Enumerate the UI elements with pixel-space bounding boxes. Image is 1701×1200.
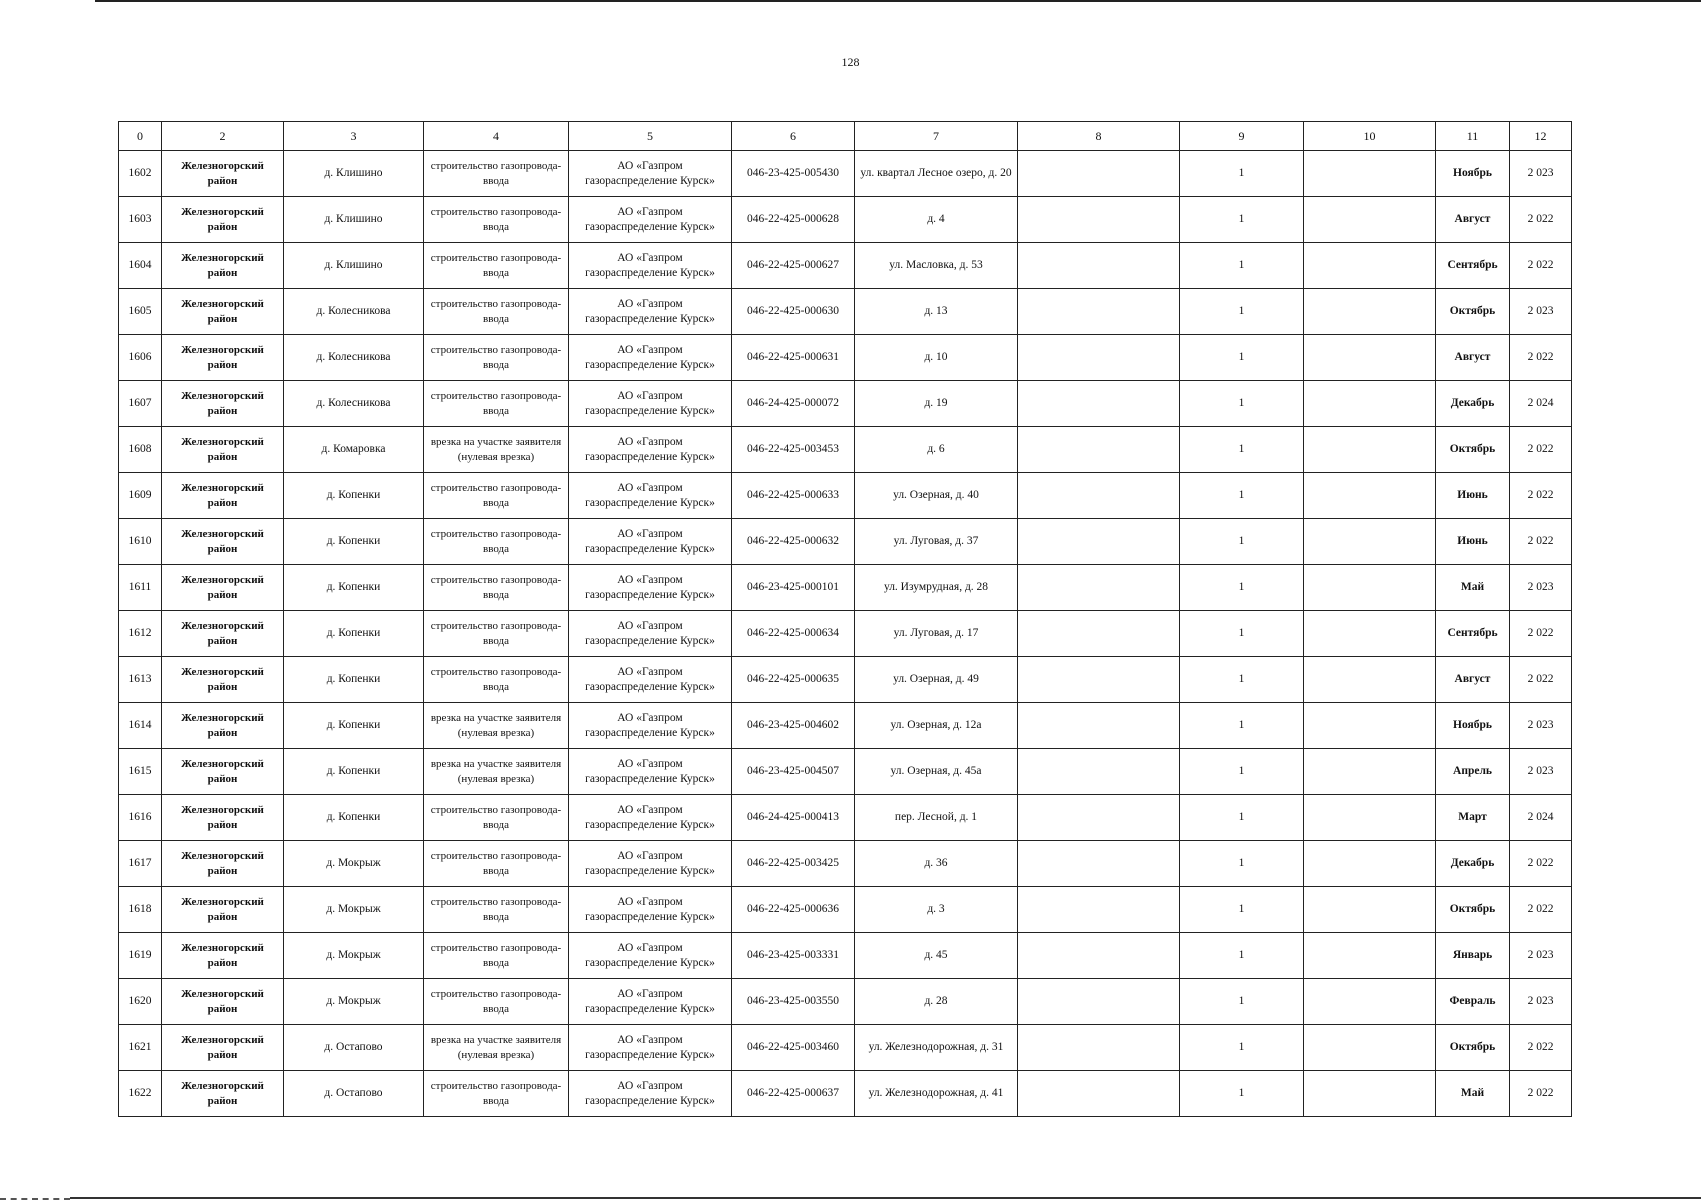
column-10-cell — [1304, 887, 1436, 933]
header-row — [119, 122, 1572, 151]
district-cell: Железногорский район — [162, 887, 284, 933]
column-header: 9 — [1180, 122, 1304, 151]
locality-cell: д. Копенки — [284, 657, 424, 703]
work-type-cell: строительство газопровода-ввода — [424, 887, 569, 933]
month-cell: Апрель — [1436, 749, 1510, 795]
month-cell: Октябрь — [1436, 887, 1510, 933]
locality-cell: д. Копенки — [284, 749, 424, 795]
column-header: 5 — [569, 122, 732, 151]
locality-cell: д. Клишино — [284, 151, 424, 197]
quantity-cell: 1 — [1180, 703, 1304, 749]
table-row — [119, 657, 1572, 703]
address-cell: ул. Изумрудная, д. 28 — [855, 565, 1018, 611]
locality-cell: д. Мокрыж — [284, 933, 424, 979]
locality-cell: д. Клишино — [284, 243, 424, 289]
district-cell: Железногорский район — [162, 473, 284, 519]
locality-cell: д. Остапово — [284, 1025, 424, 1071]
row-number: 1617 — [119, 841, 162, 887]
work-type-cell: врезка на участке заявителя (нулевая врезка) — [424, 1025, 569, 1071]
code-cell: 046-22-425-003453 — [732, 427, 855, 473]
organization-cell: АО «Газпром газораспределение Курск» — [569, 151, 732, 197]
locality-cell: д. Клишино — [284, 197, 424, 243]
column-8-cell — [1018, 795, 1180, 841]
quantity-cell: 1 — [1180, 841, 1304, 887]
address-cell: д. 4 — [855, 197, 1018, 243]
quantity-cell: 1 — [1180, 473, 1304, 519]
district-cell: Железногорский район — [162, 749, 284, 795]
column-10-cell — [1304, 749, 1436, 795]
quantity-cell: 1 — [1180, 197, 1304, 243]
table-row — [119, 519, 1572, 565]
column-10-cell — [1304, 473, 1436, 519]
column-10-cell — [1304, 427, 1436, 473]
locality-cell: д. Копенки — [284, 703, 424, 749]
district-cell: Железногорский район — [162, 151, 284, 197]
organization-cell: АО «Газпром газораспределение Курск» — [569, 565, 732, 611]
code-cell: 046-22-425-003425 — [732, 841, 855, 887]
quantity-cell: 1 — [1180, 933, 1304, 979]
work-type-cell: строительство газопровода-ввода — [424, 657, 569, 703]
column-8-cell — [1018, 197, 1180, 243]
district-cell: Железногорский район — [162, 243, 284, 289]
year-cell: 2 022 — [1510, 427, 1572, 473]
row-number: 1611 — [119, 565, 162, 611]
data-table — [118, 121, 1572, 1117]
month-cell: Октябрь — [1436, 1025, 1510, 1071]
locality-cell: д. Остапово — [284, 1071, 424, 1117]
top-rule — [95, 0, 1701, 2]
column-8-cell — [1018, 243, 1180, 289]
row-number: 1608 — [119, 427, 162, 473]
year-cell: 2 022 — [1510, 841, 1572, 887]
table-row — [119, 841, 1572, 887]
year-cell: 2 023 — [1510, 289, 1572, 335]
locality-cell: д. Мокрыж — [284, 887, 424, 933]
column-8-cell — [1018, 565, 1180, 611]
year-cell: 2 023 — [1510, 749, 1572, 795]
district-cell: Железногорский район — [162, 197, 284, 243]
code-cell: 046-22-425-000631 — [732, 335, 855, 381]
work-type-cell: врезка на участке заявителя (нулевая врезка) — [424, 749, 569, 795]
month-cell: Сентябрь — [1436, 611, 1510, 657]
month-cell: Январь — [1436, 933, 1510, 979]
year-cell: 2 023 — [1510, 151, 1572, 197]
work-type-cell: строительство газопровода-ввода — [424, 197, 569, 243]
column-header: 11 — [1436, 122, 1510, 151]
locality-cell: д. Копенки — [284, 565, 424, 611]
row-number: 1613 — [119, 657, 162, 703]
column-header: 12 — [1510, 122, 1572, 151]
column-10-cell — [1304, 1071, 1436, 1117]
row-number: 1609 — [119, 473, 162, 519]
address-cell: ул. Железнодорожная, д. 31 — [855, 1025, 1018, 1071]
column-8-cell — [1018, 473, 1180, 519]
column-8-cell — [1018, 1025, 1180, 1071]
column-header: 7 — [855, 122, 1018, 151]
column-10-cell — [1304, 335, 1436, 381]
locality-cell: д. Колесникова — [284, 289, 424, 335]
column-8-cell — [1018, 1071, 1180, 1117]
month-cell: Май — [1436, 565, 1510, 611]
month-cell: Март — [1436, 795, 1510, 841]
locality-cell: д. Мокрыж — [284, 979, 424, 1025]
column-10-cell — [1304, 565, 1436, 611]
district-cell: Железногорский район — [162, 611, 284, 657]
table-row — [119, 611, 1572, 657]
district-cell: Железногорский район — [162, 427, 284, 473]
year-cell: 2 024 — [1510, 795, 1572, 841]
code-cell: 046-23-425-003331 — [732, 933, 855, 979]
row-number: 1614 — [119, 703, 162, 749]
column-8-cell — [1018, 887, 1180, 933]
address-cell: ул. квартал Лесное озеро, д. 20 — [855, 151, 1018, 197]
work-type-cell: строительство газопровода-ввода — [424, 933, 569, 979]
table-row — [119, 243, 1572, 289]
year-cell: 2 022 — [1510, 1025, 1572, 1071]
table-header — [119, 122, 1572, 151]
column-10-cell — [1304, 657, 1436, 703]
page-number: 128 — [841, 55, 860, 69]
organization-cell: АО «Газпром газораспределение Курск» — [569, 519, 732, 565]
row-number: 1603 — [119, 197, 162, 243]
year-cell: 2 022 — [1510, 887, 1572, 933]
organization-cell: АО «Газпром газораспределение Курск» — [569, 335, 732, 381]
code-cell: 046-22-425-000634 — [732, 611, 855, 657]
work-type-cell: строительство газопровода-ввода — [424, 289, 569, 335]
column-header: 4 — [424, 122, 569, 151]
column-10-cell — [1304, 381, 1436, 427]
row-number: 1605 — [119, 289, 162, 335]
year-cell: 2 022 — [1510, 1071, 1572, 1117]
address-cell: д. 10 — [855, 335, 1018, 381]
column-header: 2 — [162, 122, 284, 151]
year-cell: 2 022 — [1510, 473, 1572, 519]
code-cell: 046-22-425-000636 — [732, 887, 855, 933]
month-cell: Ноябрь — [1436, 703, 1510, 749]
district-cell: Железногорский район — [162, 565, 284, 611]
year-cell: 2 022 — [1510, 611, 1572, 657]
column-10-cell — [1304, 933, 1436, 979]
row-number: 1615 — [119, 749, 162, 795]
column-8-cell — [1018, 427, 1180, 473]
code-cell: 046-24-425-000072 — [732, 381, 855, 427]
column-8-cell — [1018, 151, 1180, 197]
district-cell: Железногорский район — [162, 1071, 284, 1117]
address-cell: ул. Железнодорожная, д. 41 — [855, 1071, 1018, 1117]
table-row — [119, 749, 1572, 795]
year-cell: 2 023 — [1510, 979, 1572, 1025]
code-cell: 046-22-425-000637 — [732, 1071, 855, 1117]
column-10-cell — [1304, 611, 1436, 657]
quantity-cell: 1 — [1180, 657, 1304, 703]
organization-cell: АО «Газпром газораспределение Курск» — [569, 197, 732, 243]
column-8-cell — [1018, 703, 1180, 749]
address-cell: д. 13 — [855, 289, 1018, 335]
column-8-cell — [1018, 749, 1180, 795]
table-body — [119, 151, 1572, 1117]
work-type-cell: строительство газопровода-ввода — [424, 979, 569, 1025]
work-type-cell: строительство газопровода-ввода — [424, 151, 569, 197]
column-header: 3 — [284, 122, 424, 151]
table-row — [119, 887, 1572, 933]
month-cell: Август — [1436, 197, 1510, 243]
quantity-cell: 1 — [1180, 381, 1304, 427]
column-10-cell — [1304, 703, 1436, 749]
row-number: 1604 — [119, 243, 162, 289]
district-cell: Железногорский район — [162, 289, 284, 335]
work-type-cell: врезка на участке заявителя (нулевая врезка) — [424, 427, 569, 473]
address-cell: д. 45 — [855, 933, 1018, 979]
table-row — [119, 1071, 1572, 1117]
column-header: 0 — [119, 122, 162, 151]
work-type-cell: строительство газопровода-ввода — [424, 243, 569, 289]
column-header: 8 — [1018, 122, 1180, 151]
code-cell: 046-22-425-000630 — [732, 289, 855, 335]
address-cell: д. 36 — [855, 841, 1018, 887]
organization-cell: АО «Газпром газораспределение Курск» — [569, 1071, 732, 1117]
work-type-cell: строительство газопровода-ввода — [424, 1071, 569, 1117]
column-10-cell — [1304, 151, 1436, 197]
organization-cell: АО «Газпром газораспределение Курск» — [569, 611, 732, 657]
column-8-cell — [1018, 335, 1180, 381]
code-cell: 046-23-425-004602 — [732, 703, 855, 749]
quantity-cell: 1 — [1180, 289, 1304, 335]
column-8-cell — [1018, 979, 1180, 1025]
quantity-cell: 1 — [1180, 151, 1304, 197]
row-number: 1620 — [119, 979, 162, 1025]
month-cell: Февраль — [1436, 979, 1510, 1025]
quantity-cell: 1 — [1180, 1071, 1304, 1117]
address-cell: д. 28 — [855, 979, 1018, 1025]
locality-cell: д. Копенки — [284, 611, 424, 657]
year-cell: 2 023 — [1510, 933, 1572, 979]
year-cell: 2 022 — [1510, 519, 1572, 565]
table-row — [119, 1025, 1572, 1071]
month-cell: Август — [1436, 335, 1510, 381]
organization-cell: АО «Газпром газораспределение Курск» — [569, 657, 732, 703]
district-cell: Железногорский район — [162, 703, 284, 749]
locality-cell: д. Копенки — [284, 795, 424, 841]
district-cell: Железногорский район — [162, 519, 284, 565]
column-10-cell — [1304, 243, 1436, 289]
code-cell: 046-24-425-000413 — [732, 795, 855, 841]
row-number: 1606 — [119, 335, 162, 381]
work-type-cell: строительство газопровода-ввода — [424, 611, 569, 657]
column-10-cell — [1304, 979, 1436, 1025]
quantity-cell: 1 — [1180, 749, 1304, 795]
year-cell: 2 023 — [1510, 703, 1572, 749]
code-cell: 046-22-425-000633 — [732, 473, 855, 519]
district-cell: Железногорский район — [162, 933, 284, 979]
locality-cell: д. Копенки — [284, 519, 424, 565]
column-8-cell — [1018, 657, 1180, 703]
table-row — [119, 381, 1572, 427]
year-cell: 2 022 — [1510, 197, 1572, 243]
row-number: 1607 — [119, 381, 162, 427]
quantity-cell: 1 — [1180, 335, 1304, 381]
table-row — [119, 427, 1572, 473]
table-row — [119, 565, 1572, 611]
code-cell: 046-23-425-005430 — [732, 151, 855, 197]
address-cell: пер. Лесной, д. 1 — [855, 795, 1018, 841]
month-cell: Август — [1436, 657, 1510, 703]
row-number: 1618 — [119, 887, 162, 933]
quantity-cell: 1 — [1180, 427, 1304, 473]
quantity-cell: 1 — [1180, 887, 1304, 933]
column-8-cell — [1018, 289, 1180, 335]
quantity-cell: 1 — [1180, 611, 1304, 657]
locality-cell: д. Колесникова — [284, 381, 424, 427]
code-cell: 046-23-425-004507 — [732, 749, 855, 795]
quantity-cell: 1 — [1180, 565, 1304, 611]
table-row — [119, 795, 1572, 841]
row-number: 1612 — [119, 611, 162, 657]
column-8-cell — [1018, 381, 1180, 427]
month-cell: Июнь — [1436, 519, 1510, 565]
organization-cell: АО «Газпром газораспределение Курск» — [569, 979, 732, 1025]
row-number: 1622 — [119, 1071, 162, 1117]
organization-cell: АО «Газпром газораспределение Курск» — [569, 243, 732, 289]
month-cell: Декабрь — [1436, 841, 1510, 887]
district-cell: Железногорский район — [162, 795, 284, 841]
year-cell: 2 022 — [1510, 657, 1572, 703]
locality-cell: д. Комаровка — [284, 427, 424, 473]
column-8-cell — [1018, 519, 1180, 565]
organization-cell: АО «Газпром газораспределение Курск» — [569, 427, 732, 473]
organization-cell: АО «Газпром газораспределение Курск» — [569, 1025, 732, 1071]
work-type-cell: строительство газопровода-ввода — [424, 565, 569, 611]
column-8-cell — [1018, 933, 1180, 979]
code-cell: 046-23-425-003550 — [732, 979, 855, 1025]
column-10-cell — [1304, 841, 1436, 887]
district-cell: Железногорский район — [162, 335, 284, 381]
locality-cell: д. Мокрыж — [284, 841, 424, 887]
table-row — [119, 933, 1572, 979]
year-cell: 2 022 — [1510, 335, 1572, 381]
address-cell: д. 3 — [855, 887, 1018, 933]
table-row — [119, 289, 1572, 335]
quantity-cell: 1 — [1180, 979, 1304, 1025]
work-type-cell: строительство газопровода-ввода — [424, 841, 569, 887]
month-cell: Май — [1436, 1071, 1510, 1117]
bottom-rule — [70, 1197, 1701, 1199]
code-cell: 046-22-425-000628 — [732, 197, 855, 243]
address-cell: д. 6 — [855, 427, 1018, 473]
month-cell: Сентябрь — [1436, 243, 1510, 289]
row-number: 1621 — [119, 1025, 162, 1071]
address-cell: ул. Озерная, д. 40 — [855, 473, 1018, 519]
table-row — [119, 335, 1572, 381]
code-cell: 046-22-425-000632 — [732, 519, 855, 565]
table-row — [119, 703, 1572, 749]
organization-cell: АО «Газпром газораспределение Курск» — [569, 703, 732, 749]
row-number: 1602 — [119, 151, 162, 197]
address-cell: ул. Озерная, д. 12а — [855, 703, 1018, 749]
column-8-cell — [1018, 611, 1180, 657]
column-10-cell — [1304, 795, 1436, 841]
year-cell: 2 023 — [1510, 565, 1572, 611]
quantity-cell: 1 — [1180, 519, 1304, 565]
district-cell: Железногорский район — [162, 979, 284, 1025]
organization-cell: АО «Газпром газораспределение Курск» — [569, 381, 732, 427]
locality-cell: д. Копенки — [284, 473, 424, 519]
month-cell: Июнь — [1436, 473, 1510, 519]
month-cell: Декабрь — [1436, 381, 1510, 427]
address-cell: ул. Луговая, д. 37 — [855, 519, 1018, 565]
quantity-cell: 1 — [1180, 243, 1304, 289]
work-type-cell: строительство газопровода-ввода — [424, 519, 569, 565]
column-10-cell — [1304, 1025, 1436, 1071]
row-number: 1616 — [119, 795, 162, 841]
address-cell: д. 19 — [855, 381, 1018, 427]
organization-cell: АО «Газпром газораспределение Курск» — [569, 933, 732, 979]
organization-cell: АО «Газпром газораспределение Курск» — [569, 795, 732, 841]
locality-cell: д. Колесникова — [284, 335, 424, 381]
month-cell: Октябрь — [1436, 289, 1510, 335]
month-cell: Ноябрь — [1436, 151, 1510, 197]
table-row — [119, 979, 1572, 1025]
row-number: 1619 — [119, 933, 162, 979]
work-type-cell: строительство газопровода-ввода — [424, 381, 569, 427]
table-row — [119, 473, 1572, 519]
district-cell: Железногорский район — [162, 381, 284, 427]
district-cell: Железногорский район — [162, 1025, 284, 1071]
address-cell: ул. Озерная, д. 45а — [855, 749, 1018, 795]
year-cell: 2 024 — [1510, 381, 1572, 427]
work-type-cell: врезка на участке заявителя (нулевая врезка) — [424, 703, 569, 749]
organization-cell: АО «Газпром газораспределение Курск» — [569, 887, 732, 933]
work-type-cell: строительство газопровода-ввода — [424, 335, 569, 381]
column-10-cell — [1304, 519, 1436, 565]
code-cell: 046-23-425-000101 — [732, 565, 855, 611]
organization-cell: АО «Газпром газораспределение Курск» — [569, 841, 732, 887]
code-cell: 046-22-425-003460 — [732, 1025, 855, 1071]
organization-cell: АО «Газпром газораспределение Курск» — [569, 749, 732, 795]
address-cell: ул. Озерная, д. 49 — [855, 657, 1018, 703]
district-cell: Железногорский район — [162, 657, 284, 703]
organization-cell: АО «Газпром газораспределение Курск» — [569, 289, 732, 335]
column-header: 10 — [1304, 122, 1436, 151]
work-type-cell: строительство газопровода-ввода — [424, 473, 569, 519]
district-cell: Железногорский район — [162, 841, 284, 887]
code-cell: 046-22-425-000635 — [732, 657, 855, 703]
column-8-cell — [1018, 841, 1180, 887]
month-cell: Октябрь — [1436, 427, 1510, 473]
column-header: 6 — [732, 122, 855, 151]
organization-cell: АО «Газпром газораспределение Курск» — [569, 473, 732, 519]
quantity-cell: 1 — [1180, 795, 1304, 841]
year-cell: 2 022 — [1510, 243, 1572, 289]
column-10-cell — [1304, 197, 1436, 243]
work-type-cell: строительство газопровода-ввода — [424, 795, 569, 841]
table-row — [119, 151, 1572, 197]
quantity-cell: 1 — [1180, 1025, 1304, 1071]
address-cell: ул. Масловка, д. 53 — [855, 243, 1018, 289]
column-10-cell — [1304, 289, 1436, 335]
address-cell: ул. Луговая, д. 17 — [855, 611, 1018, 657]
table-row — [119, 197, 1572, 243]
row-number: 1610 — [119, 519, 162, 565]
code-cell: 046-22-425-000627 — [732, 243, 855, 289]
